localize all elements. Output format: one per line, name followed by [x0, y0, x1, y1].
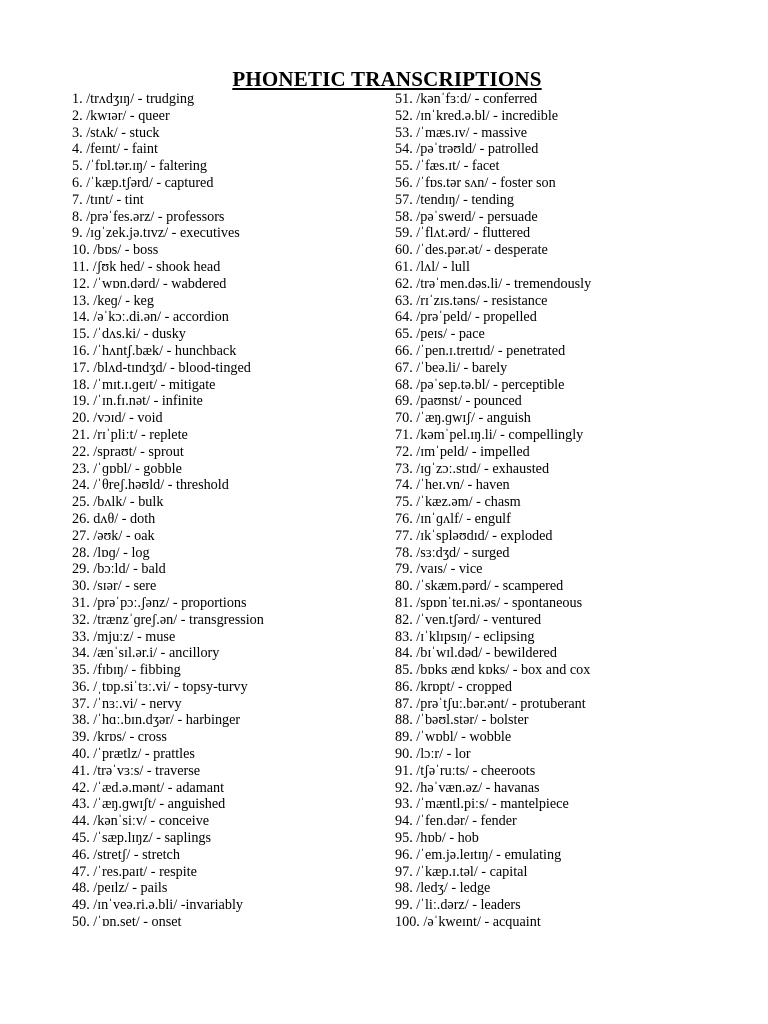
transcription-entry: 79. /vaɪs/ - vice	[395, 561, 483, 578]
transcription-entry: 39. /krɒs/ - cross	[72, 729, 167, 746]
transcription-entry: 96. /ˈem.jə.leɪtɪŋ/ - emulating	[395, 846, 562, 863]
transcription-entry: 18. /ˈmɪt.ɪ.ɡeɪt/ - mitigate	[72, 376, 216, 393]
transcription-entry: 68. /pəˈsep.tə.bl/ - perceptible	[395, 376, 565, 393]
transcription-entry: 52. /ɪnˈkred.ə.bl/ - incredible	[395, 107, 559, 124]
transcription-entry: 51. /kənˈfɜːd/ - conferred	[395, 91, 538, 107]
transcription-entry: 60. /ˈdes.pər.ət/ - desperate	[395, 242, 548, 259]
transcription-entry: 32. /trænzˈɡreʃ.ən/ - transgression	[72, 611, 264, 628]
transcription-entry: 54. /pəˈtrəʊld/ - patrolled	[395, 141, 539, 158]
transcription-entry: 17. /blʌd-tɪndʒd/ - blood-tinged	[72, 359, 251, 376]
right-column	[395, 91, 725, 931]
transcription-entry: 80. /ˈskæm.pərd/ - scampered	[395, 578, 564, 595]
transcription-entry: 73. /ɪɡˈzɔː.stɪd/ - exhausted	[395, 460, 550, 477]
transcription-entry: 86. /krɒpt/ - cropped	[395, 678, 512, 695]
transcription-entry: 82. /ˈven.tʃərd/ - ventured	[395, 611, 542, 628]
transcription-entry: 69. /paʊnst/ - pounced	[395, 393, 522, 410]
transcription-entry: 78. /sɜːdʒd/ - surged	[395, 544, 510, 561]
transcription-entry: 4. /feɪnt/ - faint	[72, 141, 158, 158]
transcription-entry: 59. /ˈflʌt.ərd/ - fluttered	[395, 225, 531, 242]
transcription-entry: 76. /ɪnˈɡʌlf/ - engulf	[395, 510, 511, 527]
transcription-entry: 43. /ˈæŋ.ɡwɪʃt/ - anguished	[72, 796, 226, 813]
transcription-entry: 5. /ˈfɒl.tər.ɪŋ/ - faltering	[72, 158, 207, 175]
transcription-entry: 50. /ˈɒn.set/ - onset	[72, 914, 182, 931]
transcription-entry: 89. /ˈwɒbl/ - wobble	[395, 729, 512, 746]
transcription-entry: 21. /rɪˈpliːt/ - replete	[72, 426, 188, 443]
transcription-entry: 72. /ɪmˈpeld/ - impelled	[395, 443, 530, 460]
transcription-entry: 6. /ˈkæp.tʃərd/ - captured	[72, 174, 214, 191]
transcription-entry: 14. /əˈkɔː.di.ən/ - accordion	[72, 309, 229, 326]
transcription-entry: 34. /ænˈsɪl.ər.i/ - ancillory	[72, 645, 220, 662]
transcription-entry: 19. /ˈɪn.fɪ.nət/ - infinite	[72, 393, 203, 410]
transcription-entry: 74. /ˈheɪ.vn/ - haven	[395, 477, 510, 494]
transcription-entry: 65. /peɪs/ - pace	[395, 326, 485, 343]
transcription-entry: 84. /bɪˈwɪl.dəd/ - bewildered	[395, 645, 557, 662]
transcription-entry: 27. /əʊk/ - oak	[72, 527, 155, 544]
transcription-entry: 26. dʌθ/ - doth	[72, 510, 156, 527]
transcription-entry: 9. /ɪɡˈzek.jə.tɪvz/ - executives	[72, 225, 240, 242]
transcription-entry: 85. /bɒks ænd kɒks/ - box and cox	[395, 662, 591, 679]
transcription-entry: 15. /ˈdʌs.ki/ - dusky	[72, 326, 186, 343]
transcription-entry: 75. /ˈkæz.əm/ - chasm	[395, 494, 521, 511]
transcription-entry: 83. /ɪˈklɪpsɪŋ/ - eclipsing	[395, 628, 535, 645]
transcription-entry: 44. /kənˈsiːv/ - conceive	[72, 813, 210, 830]
transcription-entry: 90. /lɔːr/ - lor	[395, 746, 471, 763]
transcription-entry: 53. /ˈmæs.ɪv/ - massive	[395, 124, 528, 141]
transcription-entry: 62. /trəˈmen.dəs.li/ - tremendously	[395, 275, 592, 292]
page-title: PHONETIC TRANSCRIPTIONS	[232, 67, 542, 91]
transcription-entry: 71. /kəmˈpel.ɪŋ.li/ - compellingly	[395, 426, 584, 443]
transcription-entry: 37. /ˈnɜː.vi/ - nervy	[72, 695, 182, 712]
transcription-entry: 41. /trəˈvɜːs/ - traverse	[72, 762, 201, 779]
transcription-entry: 58. /pəˈsweɪd/ - persuade	[395, 208, 538, 225]
transcription-entry: 36. /ˌtɒp.siˈtɜː.vi/ - topsy-turvy	[72, 678, 248, 695]
transcription-entry: 20. /vɔɪd/ - void	[72, 410, 163, 427]
transcription-entry: 47. /ˈres.paɪt/ - respite	[72, 863, 197, 880]
transcription-entry: 56. /ˈfɒs.tər sʌn/ - foster son	[395, 174, 556, 191]
transcription-entry: 13. /keɡ/ - keg	[72, 292, 154, 309]
transcription-entry: 33. /mjuːz/ - muse	[72, 628, 176, 645]
transcription-entry: 28. /lɒɡ/ - log	[72, 544, 150, 561]
transcription-entry: 7. /tɪnt/ - tint	[72, 191, 144, 208]
transcription-entry: 92. /həˈvæn.əz/ - havanas	[395, 779, 540, 796]
transcription-entry: 3. /stʌk/ - stuck	[72, 124, 160, 141]
transcription-entry: 87. /prəˈtʃuː.bər.ənt/ - protuberant	[395, 695, 586, 712]
transcription-entry: 24. /ˈθreʃ.həʊld/ - threshold	[72, 477, 229, 494]
transcription-entry: 23. /ˈɡɒbl/ - gobble	[72, 460, 182, 477]
transcription-entry: 63. /rɪˈzɪs.təns/ - resistance	[395, 292, 548, 309]
transcription-entry: 8. /prəˈfes.ərz/ - professors	[72, 208, 225, 225]
transcription-entry: 2. /kwɪər/ - queer	[72, 107, 170, 124]
transcription-entry: 99. /ˈliː.dərz/ - leaders	[395, 897, 521, 914]
transcription-entry: 100. /əˈkweɪnt/ - acquaint	[395, 914, 541, 931]
transcription-entry: 48. /peɪlz/ - pails	[72, 880, 168, 897]
transcription-entry: 98. /ledʒ/ - ledge	[395, 880, 491, 897]
transcription-entry: 93. /ˈmæntl.piːs/ - mantelpiece	[395, 796, 569, 813]
transcription-entry: 46. /stretʃ/ - stretch	[72, 846, 180, 863]
transcription-entry: 61. /lʌl/ - lull	[395, 258, 470, 275]
transcription-entry: 64. /prəˈpeld/ - propelled	[395, 309, 537, 326]
transcription-entry: 81. /spɒnˈteɪ.ni.əs/ - spontaneous	[395, 594, 583, 611]
transcription-entry: 31. /prəˈpɔː.ʃənz/ - proportions	[72, 594, 247, 611]
transcription-entry: 40. /ˈprætlz/ - prattles	[72, 746, 195, 763]
transcription-entry: 95. /hɒb/ - hob	[395, 830, 479, 847]
transcription-entry: 29. /bɔːld/ - bald	[72, 561, 166, 578]
transcription-entry: 70. /ˈæŋ.ɡwɪʃ/ - anguish	[395, 410, 531, 427]
transcription-entry: 49. /ɪnˈveə.ri.ə.bli/ -invariably	[72, 897, 243, 914]
transcription-entry: 30. /sɪər/ - sere	[72, 578, 157, 595]
transcription-entry: 22. /spraʊt/ - sprout	[72, 443, 184, 460]
transcription-entry: 12. /ˈwɒn.dərd/ - wabdered	[72, 275, 227, 292]
transcription-entry: 45. /ˈsæp.lɪŋz/ - saplings	[72, 830, 212, 847]
transcription-entry: 77. /ɪkˈspləʊdɪd/ - exploded	[395, 527, 553, 544]
transcription-entry: 42. /ˈæd.ə.mənt/ - adamant	[72, 779, 225, 796]
transcription-entry: 11. /ʃʊk hed/ - shook head	[72, 258, 221, 275]
transcription-entry: 25. /bʌlk/ - bulk	[72, 494, 164, 511]
transcription-entry: 91. /tʃəˈruːts/ - cheeroots	[395, 762, 536, 779]
transcription-entry: 38. /ˈhɑː.bɪn.dʒər/ - harbinger	[72, 712, 241, 729]
transcription-entry: 97. /ˈkæp.ɪ.təl/ - capital	[395, 863, 528, 880]
left-column	[72, 91, 372, 931]
transcription-entry: 55. /ˈfæs.ɪt/ - facet	[395, 158, 500, 175]
transcription-entry: 57. /tendɪŋ/ - tending	[395, 191, 514, 208]
transcription-entry: 66. /ˈpen.ɪ.treɪtɪd/ - penetrated	[395, 342, 566, 359]
transcription-entry: 67. /ˈbeə.li/ - barely	[395, 359, 508, 376]
transcription-entry: 10. /bɒs/ - boss	[72, 242, 159, 259]
transcription-entry: 35. /fɪbɪŋ/ - fibbing	[72, 662, 181, 679]
transcription-entry: 1. /trʌdʒɪŋ/ - trudging	[72, 91, 195, 107]
transcription-entry: 94. /ˈfen.dər/ - fender	[395, 813, 517, 830]
transcription-entry: 88. /ˈbəʊl.stər/ - bolster	[395, 712, 529, 729]
transcription-entry: 16. /ˈhʌntʃ.bæk/ - hunchback	[72, 342, 237, 359]
